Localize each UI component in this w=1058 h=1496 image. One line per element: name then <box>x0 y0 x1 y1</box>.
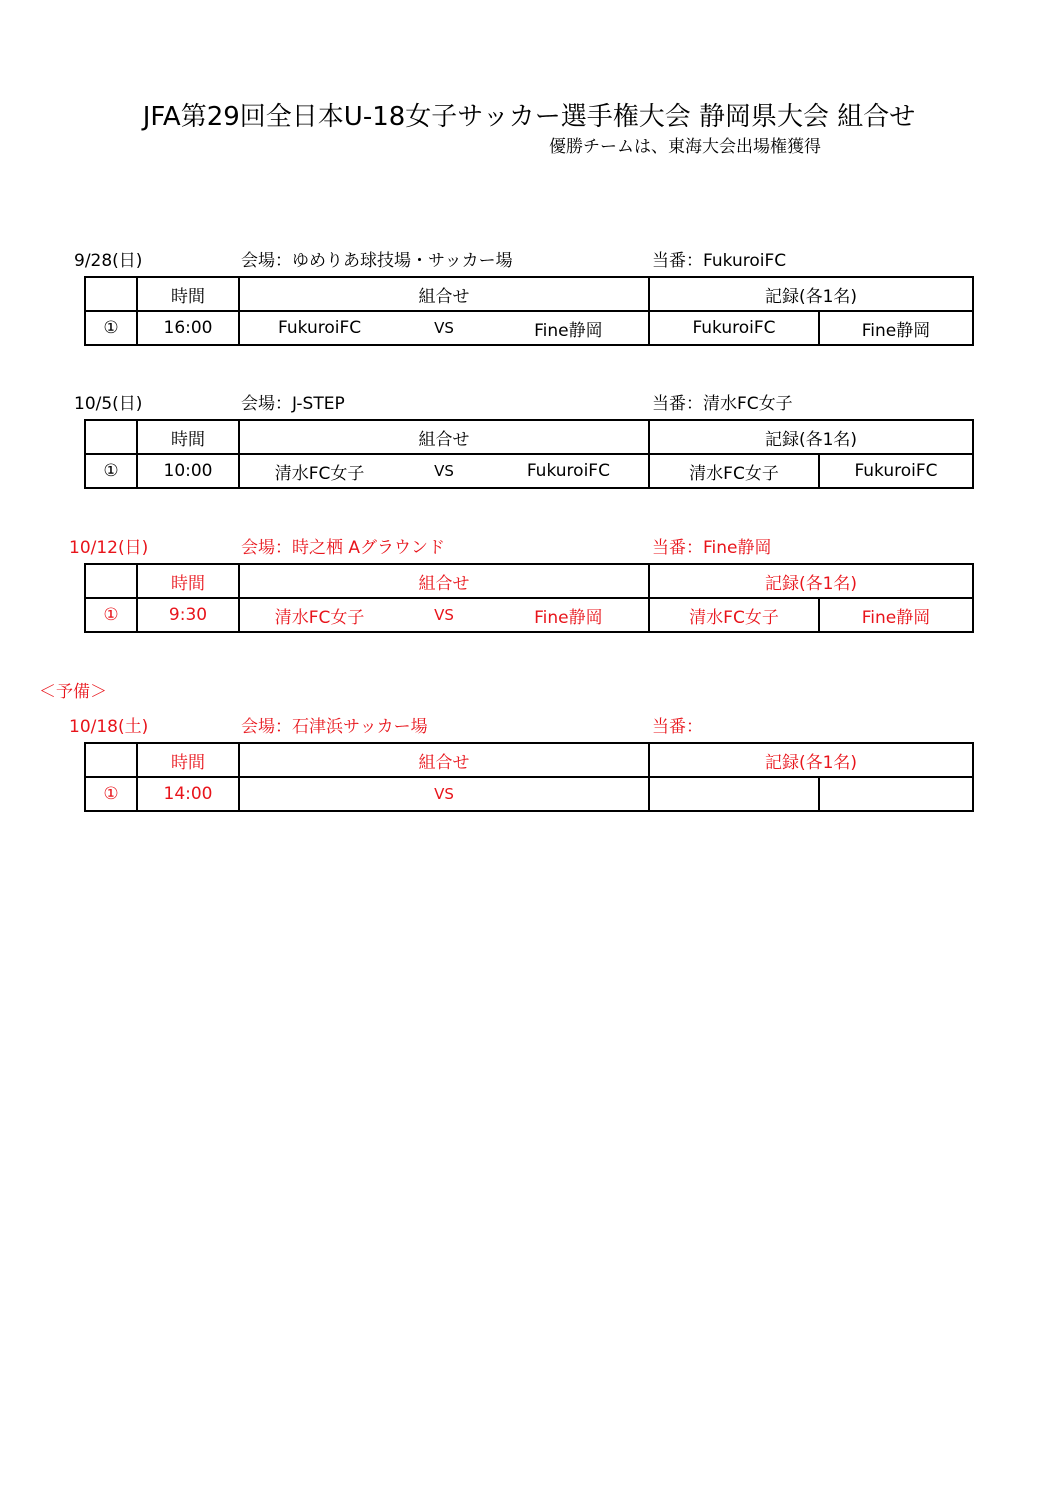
match-date: 9/28(日) <box>74 251 143 271</box>
match-duty: 当番：Fine静岡 <box>652 538 772 558</box>
match-number: ① <box>85 454 137 488</box>
team-home: 清水FC女子 <box>274 463 365 484</box>
vs-label: VS <box>434 785 454 803</box>
header-no-cell <box>85 564 137 598</box>
match-venue: 会場：時之栖 Aグラウンド <box>241 538 446 558</box>
match-row <box>85 598 973 632</box>
schedule-table <box>84 276 974 346</box>
header-matchup: 組合せ <box>239 564 649 598</box>
header-matchup: 組合せ <box>239 277 649 311</box>
document-title: JFA第29回全日本U-18女子サッカー選手権大会 静岡県大会 組合せ <box>142 102 916 132</box>
team-away: Fine静岡 <box>534 320 603 341</box>
header-matchup: 組合せ <box>239 743 649 777</box>
header-time: 時間 <box>137 277 239 311</box>
vs-label: VS <box>434 462 454 480</box>
match-venue: 会場：J-STEP <box>241 394 345 414</box>
document-subtitle: 優勝チームは、東海大会出場権獲得 <box>549 137 821 157</box>
record-team-1: 清水FC女子 <box>649 454 819 488</box>
match-number: ① <box>85 598 137 632</box>
kickoff-time: 14:00 <box>137 777 239 811</box>
match-number: ① <box>85 777 137 811</box>
match-row <box>85 454 973 488</box>
header-time: 時間 <box>137 743 239 777</box>
header-record: 記録(各1名) <box>649 277 973 311</box>
header-row <box>85 564 973 598</box>
match-number: ① <box>85 311 137 345</box>
record-team-2: Fine静岡 <box>819 598 973 632</box>
kickoff-time: 16:00 <box>137 311 239 345</box>
matchup-cell <box>239 598 649 632</box>
header-no-cell <box>85 277 137 311</box>
matchup-cell <box>239 777 649 811</box>
matchup-cell <box>239 311 649 345</box>
match-row <box>85 311 973 345</box>
header-row <box>85 743 973 777</box>
match-date: 10/18(土) <box>69 717 149 737</box>
header-record: 記録(各1名) <box>649 743 973 777</box>
match-block-1 <box>0 246 1058 346</box>
vs-label: VS <box>434 319 454 337</box>
match-block-3 <box>0 533 1058 633</box>
match-duty: 当番： <box>652 717 703 737</box>
match-date: 10/5(日) <box>74 394 143 414</box>
record-team-2 <box>819 777 973 811</box>
header-no-cell <box>85 743 137 777</box>
matchup-cell <box>239 454 649 488</box>
team-away: FukuroiFC <box>526 461 610 481</box>
match-duty: 当番：清水FC女子 <box>652 394 793 414</box>
team-away: Fine静岡 <box>534 607 603 628</box>
record-team-1: FukuroiFC <box>649 311 819 345</box>
header-no-cell <box>85 420 137 454</box>
schedule-table <box>84 563 974 633</box>
header-row <box>85 277 973 311</box>
match-venue: 会場：石津浜サッカー場 <box>241 717 428 737</box>
match-row <box>85 777 973 811</box>
match-info <box>0 246 1058 276</box>
match-info <box>0 389 1058 419</box>
match-duty: 当番：FukuroiFC <box>652 251 787 271</box>
header-row <box>85 420 973 454</box>
record-team-2: Fine静岡 <box>819 311 973 345</box>
team-home: FukuroiFC <box>278 318 362 338</box>
schedule-table <box>84 419 974 489</box>
header-record: 記録(各1名) <box>649 420 973 454</box>
header-matchup: 組合せ <box>239 420 649 454</box>
match-info <box>0 533 1058 563</box>
record-team-2: FukuroiFC <box>819 454 973 488</box>
match-venue: 会場：ゆめりあ球技場・サッカー場 <box>241 251 513 271</box>
match-info <box>0 712 1058 742</box>
header-record: 記録(各1名) <box>649 564 973 598</box>
vs-label: VS <box>434 606 454 624</box>
match-block-2 <box>0 389 1058 489</box>
schedule-table <box>84 742 974 812</box>
match-date: 10/12(日) <box>69 538 149 558</box>
header-time: 時間 <box>137 420 239 454</box>
team-home: 清水FC女子 <box>274 607 365 628</box>
kickoff-time: 10:00 <box>137 454 239 488</box>
kickoff-time: 9:30 <box>137 598 239 632</box>
header-time: 時間 <box>137 564 239 598</box>
reserve-label: ＜予備＞ <box>39 682 107 702</box>
match-block-4 <box>0 712 1058 812</box>
record-team-1 <box>649 777 819 811</box>
record-team-1: 清水FC女子 <box>649 598 819 632</box>
